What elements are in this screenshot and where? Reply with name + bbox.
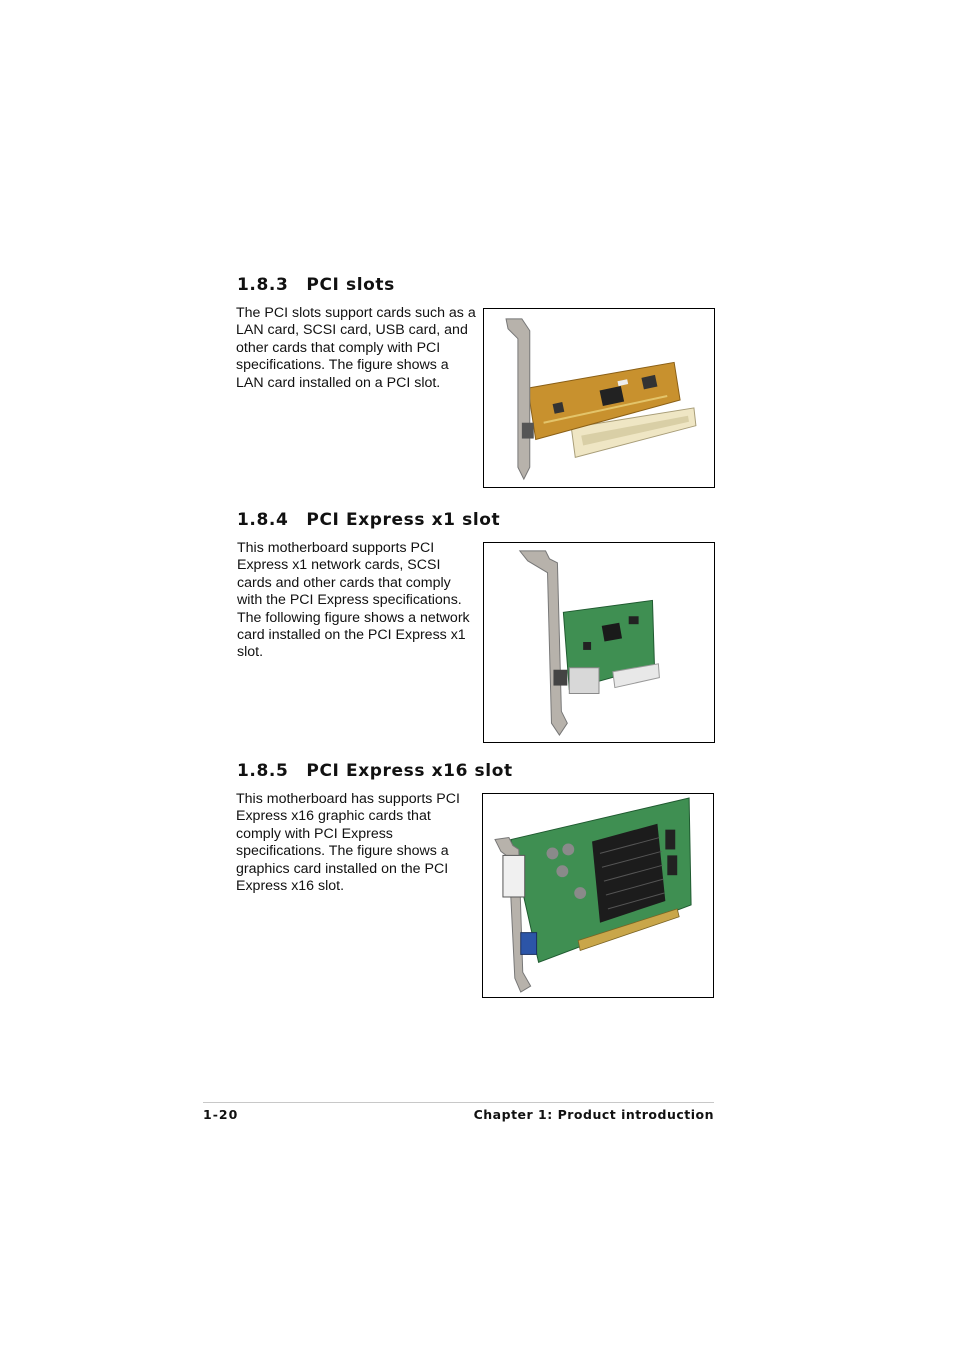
section-heading [237, 761, 513, 781]
section-title: PCI Express x1 slot [306, 510, 501, 530]
graphics-card-figure [482, 793, 714, 998]
lan-card-figure [483, 308, 715, 488]
section-body: This motherboard supports PCI Express x1 network cards, SCSI cards and other cards that comply with the PCI Express specifications. The following figure shows a network card installed on the PCI Express x1 slot. [237, 540, 470, 661]
graphics-card-pcie-x16-slot-icon [483, 794, 713, 997]
section-number: 1.8.5 [237, 761, 289, 781]
section-title: PCI slots [306, 275, 395, 295]
section-number: 1.8.4 [237, 510, 289, 530]
section-heading [237, 275, 395, 295]
network-card-figure [483, 542, 715, 743]
network-card-pcie-x1-slot-icon [484, 543, 714, 742]
section-number: 1.8.3 [237, 275, 289, 295]
section-heading [237, 510, 500, 530]
lan-card-pci-slot-icon [484, 309, 714, 487]
chapter-title: Chapter 1: Product introduction [473, 1107, 714, 1122]
section-body: This motherboard has supports PCI Express x16 graphic cards that comply with PCI Express specifications. The figure shows a graphics card installed on the PCI Express x16 slot. [236, 791, 460, 895]
section-body: The PCI slots support cards such as a LAN card, SCSI card, USB card, and other cards that comply with PCI specifications. The figure shows a LAN card installed on a PCI slot. [236, 305, 476, 391]
section-title: PCI Express x16 slot [306, 761, 513, 781]
page-number: 1-20 [203, 1107, 239, 1122]
footer-divider [203, 1102, 714, 1103]
